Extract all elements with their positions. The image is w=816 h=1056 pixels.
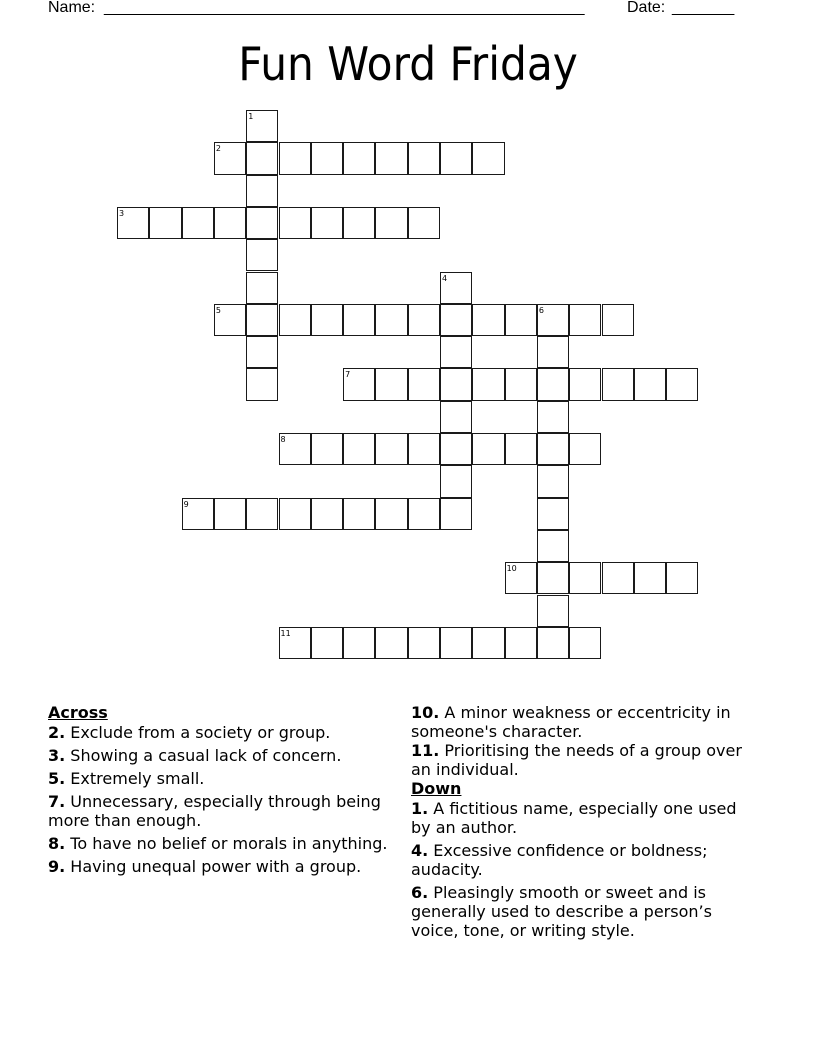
grid-cell[interactable] — [311, 142, 343, 174]
grid-cell[interactable] — [602, 304, 634, 336]
across-heading: Across — [48, 703, 108, 722]
grid-cell[interactable] — [408, 304, 440, 336]
grid-cell[interactable] — [440, 142, 472, 174]
grid-cell[interactable] — [246, 207, 278, 239]
grid-cell[interactable] — [602, 562, 634, 594]
grid-cell[interactable] — [343, 207, 375, 239]
grid-cell[interactable] — [666, 368, 698, 400]
clue-number: 10 — [506, 564, 517, 574]
grid-cell[interactable] — [440, 465, 472, 497]
grid-cell[interactable] — [440, 336, 472, 368]
grid-cell[interactable] — [343, 498, 375, 530]
grid-cell[interactable] — [408, 142, 440, 174]
grid-cell[interactable] — [246, 175, 278, 207]
grid-cell[interactable] — [472, 142, 504, 174]
grid-cell[interactable] — [246, 239, 278, 271]
grid-cell[interactable] — [182, 207, 214, 239]
grid-cell[interactable] — [472, 627, 504, 659]
grid-cell[interactable] — [311, 207, 343, 239]
clue-down-4: 4. Excessive confidence or boldness; audacity. — [411, 841, 708, 879]
grid-cell[interactable] — [246, 304, 278, 336]
grid-cell[interactable] — [408, 207, 440, 239]
grid-cell[interactable] — [375, 498, 407, 530]
grid-cell[interactable] — [505, 368, 537, 400]
grid-cell[interactable] — [569, 627, 601, 659]
clues-column-left — [48, 703, 393, 880]
grid-cell[interactable] — [537, 498, 569, 530]
grid-cell[interactable] — [440, 368, 472, 400]
grid-cell[interactable] — [537, 562, 569, 594]
grid-cell[interactable] — [246, 272, 278, 304]
grid-cell[interactable] — [246, 368, 278, 400]
grid-cell[interactable] — [505, 304, 537, 336]
clue-number: 5 — [215, 305, 221, 315]
date-label: Date: — [627, 0, 666, 16]
grid-cell[interactable] — [408, 368, 440, 400]
grid-cell[interactable] — [569, 304, 601, 336]
grid-cell[interactable] — [375, 142, 407, 174]
grid-cell[interactable] — [537, 465, 569, 497]
grid-cell[interactable] — [505, 562, 537, 594]
grid-cell[interactable] — [343, 627, 375, 659]
grid-cell[interactable] — [505, 627, 537, 659]
grid-cell[interactable] — [375, 433, 407, 465]
grid-cell[interactable] — [343, 304, 375, 336]
grid-cell[interactable] — [472, 433, 504, 465]
grid-cell[interactable] — [634, 562, 666, 594]
grid-cell[interactable] — [279, 433, 311, 465]
grid-cell[interactable] — [279, 207, 311, 239]
grid-cell[interactable] — [375, 627, 407, 659]
grid-cell[interactable] — [440, 401, 472, 433]
grid-cell[interactable] — [569, 562, 601, 594]
clue-number: 6 — [538, 305, 544, 315]
grid-cell[interactable] — [117, 207, 149, 239]
clue-across-3: 3. Showing a casual lack of concern. — [48, 746, 342, 765]
grid-cell[interactable] — [472, 368, 504, 400]
grid-cell[interactable] — [343, 368, 375, 400]
grid-cell[interactable] — [634, 368, 666, 400]
clue-number: 4 — [442, 273, 448, 283]
clue-number: 1 — [248, 112, 254, 121]
grid-cell[interactable] — [182, 498, 214, 530]
grid-cell[interactable] — [279, 142, 311, 174]
name-label: Name: — [48, 0, 96, 16]
grid-cell[interactable] — [246, 142, 278, 174]
grid-cell[interactable] — [440, 433, 472, 465]
grid-cell[interactable] — [569, 433, 601, 465]
grid-cell[interactable] — [440, 498, 472, 530]
clue-number: 3 — [119, 208, 125, 218]
grid-cell[interactable] — [214, 142, 246, 174]
grid-cell[interactable] — [537, 336, 569, 368]
grid-cell[interactable] — [408, 498, 440, 530]
clue-across-8: 8. To have no belief or morals in anything. — [48, 834, 388, 853]
grid-cell[interactable] — [602, 368, 634, 400]
clue-across-5: 5. Extremely small. — [48, 769, 205, 788]
grid-cell[interactable] — [408, 433, 440, 465]
grid-cell[interactable] — [375, 304, 407, 336]
clue-across-9: 9. Having unequal power with a group. — [48, 857, 362, 876]
grid-cell[interactable] — [440, 272, 472, 304]
clue-across-10: 10. A minor weakness or eccentricity in someone's character. — [411, 703, 731, 741]
grid-cell[interactable] — [537, 530, 569, 562]
grid-cell[interactable] — [537, 368, 569, 400]
grid-cell[interactable] — [408, 627, 440, 659]
grid-cell[interactable] — [472, 304, 504, 336]
clue-across-2: 2. Exclude from a society or group. — [48, 723, 331, 742]
grid-cell[interactable] — [311, 304, 343, 336]
grid-cell[interactable] — [149, 207, 181, 239]
grid-cell[interactable] — [375, 368, 407, 400]
clue-number: 2 — [215, 144, 221, 154]
grid-cell[interactable] — [666, 562, 698, 594]
grid-cell[interactable] — [246, 498, 278, 530]
grid-cell[interactable] — [537, 595, 569, 627]
grid-cell[interactable] — [375, 207, 407, 239]
grid-cell[interactable] — [440, 304, 472, 336]
grid-cell[interactable] — [279, 627, 311, 659]
clue-number: 7 — [345, 370, 351, 380]
grid-cell[interactable] — [311, 627, 343, 659]
down-heading: Down — [411, 779, 462, 798]
grid-cell[interactable] — [440, 627, 472, 659]
grid-cell[interactable] — [246, 110, 278, 142]
grid-cell[interactable] — [537, 304, 569, 336]
name-field[interactable]: ______________________________________________________ — [104, 0, 585, 16]
grid-cell[interactable] — [343, 142, 375, 174]
clue-across-7: 7. Unnecessary, especially through being more than enough. — [48, 792, 381, 830]
grid-cell[interactable] — [214, 304, 246, 336]
clue-number: 9 — [183, 499, 189, 509]
grid-cell[interactable] — [537, 433, 569, 465]
grid-cell[interactable] — [311, 498, 343, 530]
date-field[interactable]: _______ — [672, 0, 735, 16]
clues-column-right — [411, 703, 756, 944]
clue-number: 11 — [280, 628, 291, 638]
clue-down-6: 6. Pleasingly smooth or sweet and is generally used to describe a person’s voice, tone, or writing style. — [411, 883, 712, 940]
grid-cell[interactable] — [311, 433, 343, 465]
grid-cell[interactable] — [279, 304, 311, 336]
clue-number: 8 — [280, 435, 286, 444]
grid-cell[interactable] — [505, 433, 537, 465]
grid-cell[interactable] — [537, 401, 569, 433]
clue-across-11: 11. Prioritising the needs of a group over an individual. — [411, 741, 742, 779]
grid-cell[interactable] — [279, 498, 311, 530]
grid-cell[interactable] — [246, 336, 278, 368]
page-title: Fun Word Friday — [238, 37, 578, 91]
grid-cell[interactable] — [343, 433, 375, 465]
grid-cell[interactable] — [214, 207, 246, 239]
grid-cell[interactable] — [569, 368, 601, 400]
clue-down-1: 1. A fictitious name, especially one used by an author. — [411, 799, 737, 837]
grid-cell[interactable] — [214, 498, 246, 530]
grid-cell[interactable] — [537, 627, 569, 659]
